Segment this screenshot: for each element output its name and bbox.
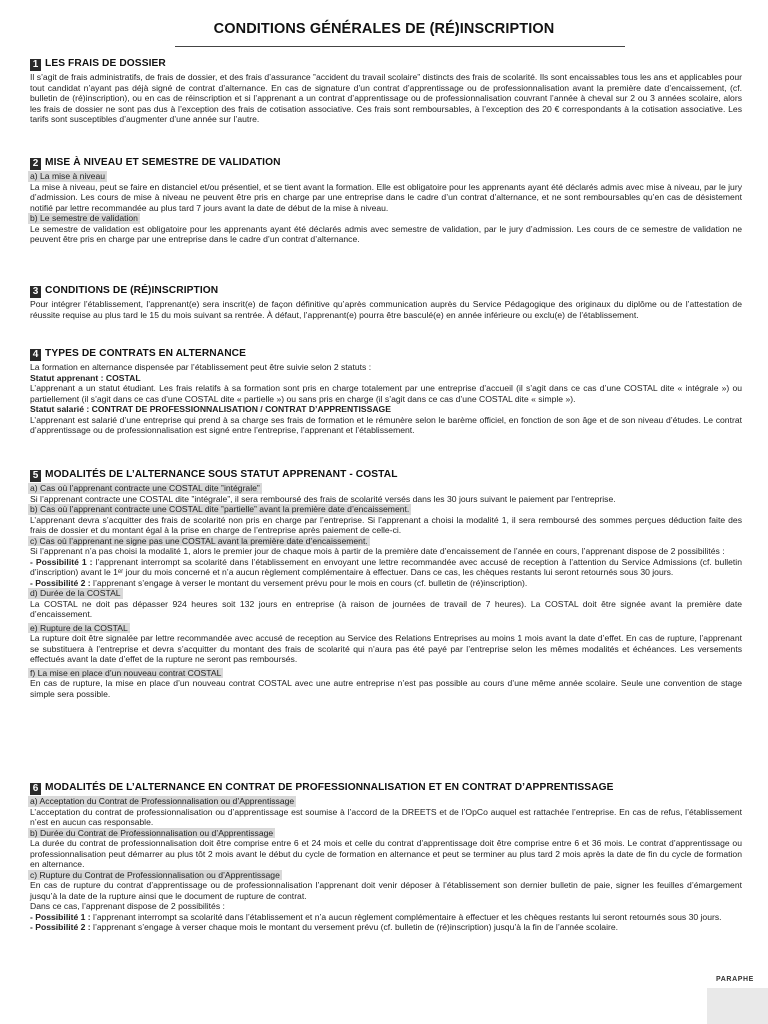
subsection-label: e) Rupture de la COSTAL bbox=[30, 622, 128, 633]
list-item-label: - Possibilité 2 : bbox=[30, 922, 91, 932]
paragraph: La mise à niveau, peut se faire en distanciel et/ou présentiel, et se tient avant la formation. Elle est obligatoire pour les apprenants ayant été déclarés admis avec mise à niveau, par le jury d’admission. Les cours de mise à niveau ne peuvent être pris en charge par une entreprise dans le cadre d’un contrat d’alternance, et ne sont remboursables qu’en cas de désistement notifié par lettre recommandée au plus tard 7 jours avant la date de début de la mise à niveau. bbox=[30, 181, 742, 213]
paragraph: En cas de rupture, la mise en place d’un nouveau contrat COSTAL avec une autre entreprise n’est pas possible au cours d’une même année scolaire. Seule une convention de stage simple sera possible. bbox=[30, 678, 742, 699]
paragraph: Si l’apprenant contracte une COSTAL dite ‟intégrale”, il sera remboursé des frais de scolarité versés dans les 30 jours suivant le paiement par l’entreprise. bbox=[30, 493, 616, 504]
paraphe-box[interactable] bbox=[707, 988, 768, 1024]
list-item bbox=[30, 922, 742, 933]
subsection-label: a) Cas où l’apprenant contracte une COSTAL dite ‟intégrale” bbox=[30, 483, 260, 493]
list-item-text: l’apprenant s’engage à verser le montant du versement prévu pour le mois en cours (cf. bulletin de (ré)inscription). bbox=[93, 577, 528, 588]
section-heading bbox=[30, 157, 742, 170]
statut-label: Statut salarié : CONTRAT DE PROFESSIONNALISATION / CONTRAT D’APPRENTISSAGE bbox=[30, 404, 391, 414]
paragraph: L’apprenant est salarié d’une entreprise qui prend à sa charge ses frais de formation et le rémunère selon le barème officiel, en fonction de son âge et de son niveau d’études. Le contrat d’apprentissage ou de professionnalisation est signé entre l’entreprise, l’apprenant et l’établissement. bbox=[30, 414, 742, 435]
section-number: 4 bbox=[30, 349, 41, 361]
list-item-text: l’apprenant interrompt sa scolarité dans l’établissement et n’a aucun règlement complémentaire à effectuer et les chèques restants lui seront retournés sous 30 jours. bbox=[93, 911, 722, 922]
section-heading bbox=[30, 285, 742, 298]
subsection-label: f) La mise en place d’un nouveau contrat COSTAL bbox=[30, 667, 222, 678]
section-title: TYPES DE CONTRATS EN ALTERNANCE bbox=[45, 348, 247, 360]
section-number: 2 bbox=[30, 158, 41, 170]
section-modalites-contrat-pro bbox=[30, 782, 742, 933]
section-conditions-inscription bbox=[30, 285, 742, 320]
section-frais-dossier bbox=[30, 58, 742, 125]
list-item-text: l’apprenant s’engage à verser chaque mois le montant du versement prévu (cf. bulletin de (ré)inscription) jusqu’à la fin de l’année scolaire. bbox=[93, 922, 619, 932]
section-title: MISE À NIVEAU ET SEMESTRE DE VALIDATION bbox=[45, 157, 281, 169]
subsection-label: a) Acceptation du Contrat de Professionnalisation ou d’Apprentissage bbox=[30, 796, 295, 806]
subsection-label: b) Durée du Contrat de Professionnalisation ou d’Apprentissage bbox=[30, 827, 274, 838]
list-item bbox=[30, 557, 742, 578]
section-modalites-costal bbox=[30, 469, 742, 699]
paragraph: La rupture doit être signalée par lettre recommandée avec accusé de reception au Service des Relations Entreprises au moins 1 mois avant la date d’effet. En cas de rupture, l’apprenant se substituera à l’entreprise et devra s’acquitter du montant des frais de scolarité qui n’aura pas été payé par l’entreprise selon les mêmes modalités et échéances. Les versements effectués avant la date d’effet de la rupture ne seront pas remboursés. bbox=[30, 633, 742, 664]
paraphe-label: PARAPHE bbox=[716, 976, 754, 983]
section-title: MODALITÉS DE L’ALTERNANCE EN CONTRAT DE PROFESSIONNALISATION ET EN CONTRAT D’APPRENTISSAGE bbox=[45, 782, 614, 794]
paragraph: Il s’agit de frais administratifs, de frais de dossier, et des frais d’assurance ‟accident du travail scolaire” distincts des frais de scolarité. Ils sont encaissables tous les ans et applicables pour tout candidat n’ayant pas déjà signé de contrat d’alternance. En cas de signature d’un contrat d’apprentissage ou de professionnalisation avant la première date d’encaissement, (cf. bulletin de (ré)inscription), ou en cas de réinscription et si l’apprenant a un contrat d’apprentissage ou de professionnalisation couvrant l’année à cheval sur 2 ou 3 années scolaire, alors les frais de dossier ne sont pas dus à l’exception des frais de cotisation associative. Ces frais sont remboursables, à l’exception des 20 € correspondants à la cotisation associative. Les tarifs sont susceptibles d’augmenter d’une année sur l’autre. bbox=[30, 72, 742, 124]
subsection-label: b) Le semestre de validation bbox=[30, 213, 138, 223]
paragraph: En cas de rupture du contrat d’apprentissage ou de professionnalisation l’apprenant doit venir déposer à l’établissement son dernier bulletin de paie, signer les feuilles d’émargement jusqu’à la date de la rupture ainsi que le document de rupture de contrat. bbox=[30, 880, 742, 901]
paragraph: Le semestre de validation est obligatoire pour les apprenants ayant été déclarés admis avec semestre de validation, par le jury d’admission. Les cours de ce semestre de validation ne peuvent être pris en charge par une entreprise dans le cadre d’un contrat d’alternance. bbox=[30, 223, 742, 244]
list-item-label: - Possibilité 1 : bbox=[30, 911, 91, 922]
section-types-contrats bbox=[30, 348, 742, 436]
subsection-label: c) Rupture du Contrat de Professionnalisation ou d’Apprentissage bbox=[30, 869, 280, 880]
paragraph: La COSTAL ne doit pas dépasser 924 heures soit 132 jours en entreprise (à raison de journées de travail de 7 heures). La COSTAL doit être signée avant la première date d’encaissement. bbox=[30, 598, 742, 619]
page-title: CONDITIONS GÉNÉRALES DE (RÉ)INSCRIPTION bbox=[213, 21, 555, 37]
section-mise-a-niveau bbox=[30, 157, 742, 245]
paragraph: La formation en alternance dispensée par l’établissement peut être suivie selon 2 statuts : bbox=[30, 362, 372, 372]
subsection-label: d) Durée de la COSTAL bbox=[30, 588, 121, 598]
subsection-label: a) La mise à niveau bbox=[30, 171, 105, 181]
subsection-label: b) Cas où l’apprenant contracte une COSTAL dite ‟partielle” avant la première date d’encaissement. bbox=[30, 504, 410, 514]
section-heading bbox=[30, 58, 742, 71]
section-number: 5 bbox=[30, 470, 41, 482]
section-number: 1 bbox=[30, 59, 41, 71]
list-item-label: - Possibilité 1 : bbox=[30, 556, 93, 567]
list-item-label: - Possibilité 2 : bbox=[30, 577, 91, 588]
paragraph: Dans ce cas, l’apprenant dispose de 2 possibilités : bbox=[30, 901, 225, 911]
list-item bbox=[30, 912, 742, 923]
paragraph: La durée du contrat de professionnalisation doit être comprise entre 6 et 24 mois et celle du contrat d’apprentissage doit être comprise entre 6 et 36 mois. Le contrat d’apprentissage ou professionnalisation peut démarrer au plus tôt 2 mois avant le début du cycle de formation en alternance et peut se terminer au plus tard 2 mois après la date de fin du cycle de formation en alternance. bbox=[30, 838, 742, 869]
section-heading bbox=[30, 782, 742, 795]
section-title: MODALITÉS DE L’ALTERNANCE SOUS STATUT APPRENANT - COSTAL bbox=[45, 469, 398, 481]
paragraph: Si l’apprenant n’a pas choisi la modalité 1, alors le premier jour de chaque mois à partir de la première date d’encaissement de l’année en cours, l’apprenant dispose de 2 possibilités : bbox=[30, 546, 725, 556]
statut-label: Statut apprenant : COSTAL bbox=[30, 372, 141, 383]
title-divider bbox=[175, 46, 625, 47]
section-heading bbox=[30, 348, 742, 361]
section-heading bbox=[30, 469, 742, 482]
list-item-text: l’apprenant interrompt sa scolarité dans l’établissement en envoyant une lettre recommandée avec accusé de reception à l’attention du Service Admissions (cf. bulletin d’inscription) avant le 1ᵉʳ jour du mois concerné et n’a aucun règlement complémentaire à effectuer. Dans ce cas, les chèques restants lui seront retournés sous 30 jours. bbox=[30, 556, 742, 577]
paragraph: L’apprenant devra s’acquitter des frais de scolarité non pris en charge par l’entreprise. Si l’apprenant a choisi la modalité 1, il sera remboursé des sommes perçues déduction faite des frais de dossier et du montant égal à la prise en charge de l’entreprise après paiement de celle-ci. bbox=[30, 514, 742, 535]
subsection-label: c) Cas où l’apprenant ne signe pas une COSTAL avant la première date d’encaissement. bbox=[30, 535, 368, 546]
section-title: CONDITIONS DE (RÉ)INSCRIPTION bbox=[45, 285, 219, 297]
section-number: 6 bbox=[30, 783, 41, 795]
section-title: LES FRAIS DE DOSSIER bbox=[45, 58, 166, 70]
paragraph: L’acceptation du contrat de professionnalisation ou d’apprentissage est soumise à l’accord de la DREETS et de l’OpCo auquel est rattachée l’entreprise. En cas de refus, l’établissement n’est en aucun cas responsable. bbox=[30, 806, 742, 827]
list-item bbox=[30, 578, 742, 589]
paragraph: L’apprenant a un statut étudiant. Les frais relatifs à sa formation sont pris en charge totalement par une entreprise d’accueil (il s’agit dans ce cas d’une COSTAL dite « intégrale ») ou partiellement (il s’agit dans ce cas d’une COSTAL dite « partielle ») ou sans pris en charge (il s’agit dans ce cas d’une COSTAL dite « simple »). bbox=[30, 383, 742, 404]
paragraph: Pour intégrer l’établissement, l’apprenant(e) sera inscrit(e) de façon définitive qu’après communication auprès du Service Pédagogique des originaux du diplôme ou de l’attestation de réussite requise au plus tard le 15 du mois suivant sa rentrée. À défaut, l’apprenant(e) pourra être basculé(e) en année inférieure ou exclu(e) de l’établissement. bbox=[30, 299, 742, 320]
section-number: 3 bbox=[30, 286, 41, 298]
